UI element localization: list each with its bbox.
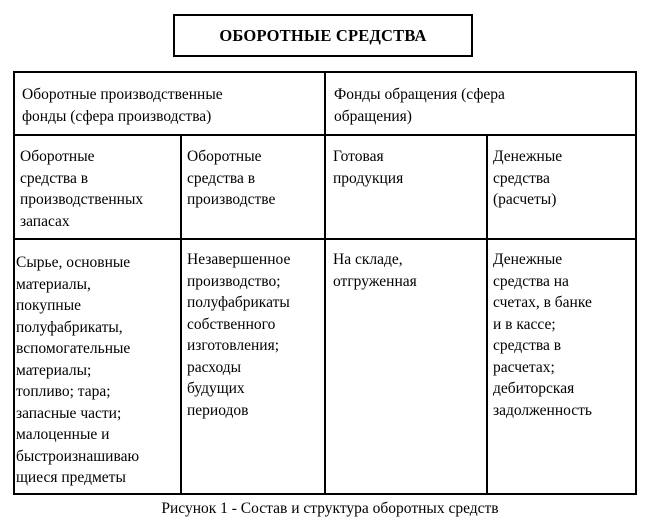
subheader-cash: Денежные средства (расчеты) — [493, 148, 563, 208]
subheader-finished-goods: Готовая продукция — [333, 148, 404, 187]
figure-caption: Рисунок 1 - Состав и структура оборотных средств — [161, 500, 499, 517]
subheader-production-stocks: Оборотные средства в производственных запасах — [20, 148, 144, 230]
subheader-in-production: Оборотные средства в производстве — [187, 148, 276, 208]
col-divider-1 — [180, 134, 182, 495]
header-circulation-funds: Фонды обращения (сфера обращения) — [334, 86, 505, 125]
content-finished-goods: На складе, отгруженная — [333, 251, 417, 290]
col-divider-3 — [486, 134, 488, 495]
content-production-stocks: Сырье, основные материалы, покупные полуфабрикаты, вспомогательные материалы; топливо; тара; запасные части; малоценные и быстроизнашиваю щиеся предметы — [16, 254, 140, 486]
header-production-funds: Оборотные производственные фонды (сфера производства) — [22, 86, 223, 125]
content-cash: Денежные средства на счетах, в банке и в кассе; средства в расчетах; дебиторская задолженность — [493, 251, 593, 419]
col-divider-2 — [324, 71, 326, 495]
diagram-title: ОБОРОТНЫЕ СРЕДСТВА — [173, 14, 473, 57]
content-in-production: Незавершенное производство; полуфабрикаты собственного изготовления; расходы будущих периодов — [187, 251, 291, 419]
